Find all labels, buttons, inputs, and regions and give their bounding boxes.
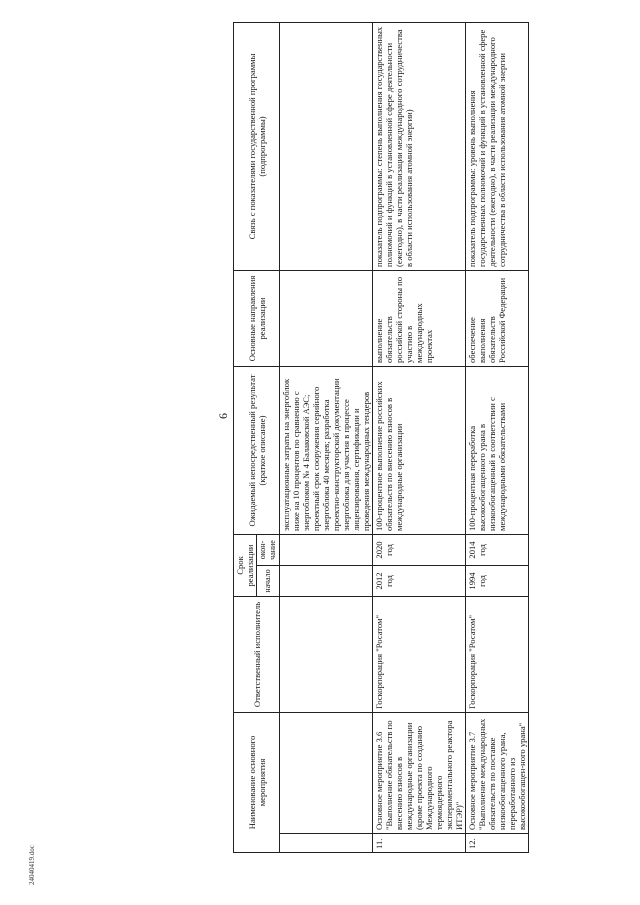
row-directions: выполнение обязательств российской стороны по участию в международных проектах: [373, 270, 466, 366]
header-name: Наименование основного мероприятия: [234, 712, 280, 852]
page-number: 6: [216, 413, 230, 419]
table-header-row: [234, 22, 257, 852]
table-row: [466, 22, 529, 852]
header-end: окон-чание: [257, 534, 280, 565]
header-start: начало: [257, 565, 280, 596]
row-result: 100-процентная переработка высокообогащенного урана в низкообогащенный в соответствии с международными обязательствами: [466, 366, 529, 534]
continuation-row: [280, 22, 373, 852]
continuation-result: эксплуатационные затраты на энергоблок ниже на 10 процентов по сравнению с энергоблоком № 4 Балаковской АЭС; проектный срок сооружения серийного энергоблока 40 месяцев; разработка проектно-конструкторской документации энергоблока для участия в процессе лицензирования, сертификации и проведения международных тендеров: [280, 366, 373, 534]
row-link: показатель подпрограммы: уровень выполнения государственных полномочий и функций в установленной сфере деятельности (ежегодно), в части реализации международного сотрудничества в области использования атомной энергии: [466, 22, 529, 270]
row-executor: Госкорпорация "Росатом": [373, 596, 466, 712]
row-link: показатель подпрограммы: степень выполнения государственных полномочий и функций в установленной сфере деятельности (ежегодно), в части реализации международного сотрудничества в области использования атомной энергии): [373, 22, 466, 270]
row-end: 2020 год: [373, 534, 466, 565]
header-period: Срок реализации: [234, 534, 257, 596]
row-start: 1994 год: [466, 565, 529, 596]
row-end: 2014 год: [466, 534, 529, 565]
row-name: Основное мероприятие 3.6 "Выполнение обязательств по внесению взносов в международные организации (кроме проекта по созданию Международного термоядерного экспериментального реактора ИТЭР)": [373, 712, 466, 833]
row-start: 2012 год: [373, 565, 466, 596]
header-directions: Основные направления реализации: [234, 270, 280, 366]
row-result: 100-процентное выполнение российских обязательств по внесению взносов в международные организации: [373, 366, 466, 534]
header-result: Ожидаемый непосредственный результат (краткое описание): [234, 366, 280, 534]
measures-table: [233, 22, 529, 853]
header-executor: Ответственный исполнитель: [234, 596, 280, 712]
row-directions: обеспечение выполнения обязательств Российской Федерации: [466, 270, 529, 366]
header-link: Связь с показателями государственной программы (подпрограммы): [234, 22, 280, 270]
table-row: [373, 22, 466, 852]
row-name: Основное мероприятие 3.7 "Выполнение международных обязательств по поставке низкообогащенного урана, переработанного из высокообогащен-ного урана": [466, 712, 529, 833]
document-code: 24040419.doc: [28, 845, 36, 885]
row-number: 11.: [373, 834, 466, 853]
row-number: 12.: [466, 834, 529, 853]
row-executor: Госкорпорация "Росатом": [466, 596, 529, 712]
